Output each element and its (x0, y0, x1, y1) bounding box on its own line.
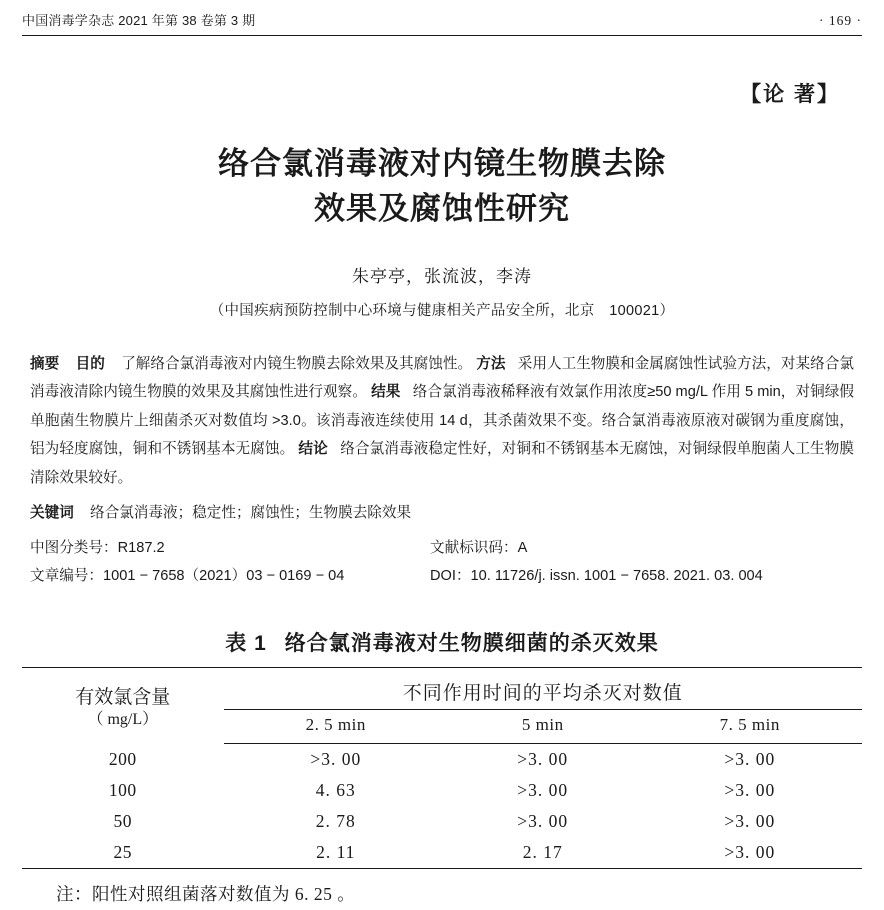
table-number: 表 1 (225, 631, 267, 655)
doi (430, 562, 854, 590)
page-number: · 169 · (819, 13, 862, 28)
cell-value: >3. 00 (517, 748, 569, 769)
article-id-value: 1001 − 7658（2021）03 − 0169 − 04 (102, 568, 345, 585)
article-id (30, 562, 430, 590)
methods-label: 方法 (476, 355, 506, 372)
objective-text: 了解络合氯消毒液对内镜生物膜去除效果及其腐蚀性。 (121, 355, 473, 372)
table-head (22, 667, 862, 743)
abstract-block (30, 350, 854, 492)
keywords-value: 络合氯消毒液；稳定性；腐蚀性；生物膜去除效果 (90, 505, 412, 522)
column-header-time-2: 5 min (448, 709, 638, 743)
column-header-concentration (22, 667, 224, 743)
doc-code-label: 文献标识码： (430, 539, 518, 556)
table-caption (22, 627, 862, 657)
title-line-1: 络合氯消毒液对内镜生物膜去除 (218, 146, 666, 181)
conclusion-label: 结论 (298, 441, 328, 458)
table-row (22, 806, 862, 837)
cell-value: >3. 00 (724, 810, 776, 831)
cell-value: >3. 00 (517, 779, 569, 800)
meta-row-ids (30, 562, 854, 590)
doi-label: DOI： (430, 568, 471, 585)
title-line-2: 效果及腐蚀性研究 (314, 190, 570, 226)
cell-value: 4. 63 (315, 779, 356, 800)
concentration-header-line2: （ mg/L） (87, 711, 159, 729)
doc-code-value: A (517, 539, 528, 556)
table-title: 络合氯消毒液对生物膜细菌的杀灭效果 (284, 631, 659, 655)
cell-concentration: 100 (108, 779, 137, 800)
abstract-label: 摘要 (30, 355, 60, 372)
cell-value: >3. 00 (724, 779, 776, 800)
table-body (22, 743, 862, 868)
cell-value: 2. 78 (315, 810, 356, 831)
keywords-label: 关键词 (30, 505, 74, 522)
results-text: 络合氯消毒液稀释液有效氯作用浓度≥50 mg/L 作用 5 min，对铜绿假单胞菌生物膜片上细菌杀灭对数值均 >3.0。该消毒液连续使用 14 d，其杀菌效果不变。络合氯消毒液原液对碳钢为重度腐蚀，铝为轻度腐蚀，铜和不锈钢基本无腐蚀。 (30, 384, 854, 458)
methods-text: 采用人工生物膜和金属腐蚀性试验方法，对某络合氯消毒液清除内镜生物膜的效果及其腐蚀性进行观察。 (30, 355, 854, 401)
page-title (90, 142, 794, 232)
table-row (22, 837, 862, 869)
table-section (22, 627, 862, 906)
concentration-header-line1: 有效氯含量 (75, 686, 171, 708)
article-meta (30, 534, 854, 591)
cell-concentration: 200 (108, 748, 137, 769)
document-code (430, 534, 854, 562)
cell-value: >3. 00 (517, 810, 569, 831)
column-header-time-1: 2. 5 min (224, 709, 448, 743)
table-footnote: 注：阳性对照组菌落对数值为 6. 25 。 (56, 883, 356, 904)
table-row (22, 743, 862, 775)
clc-value: R187.2 (117, 539, 165, 556)
cell-value: >3. 00 (310, 748, 362, 769)
cell-concentration: 25 (22, 837, 224, 869)
doi-value: 10. 11726/j. issn. 1001 − 7658. 2021. 03. 004 (470, 568, 763, 585)
article-id-label: 文章编号： (30, 568, 103, 585)
meta-row-clc (30, 534, 854, 562)
table-row (22, 775, 862, 806)
table-header-row-1 (22, 667, 862, 709)
keywords-block (30, 500, 854, 528)
clc-label: 中图分类号： (30, 539, 118, 556)
column-header-group-time: 不同作用时间的平均杀灭对数值 (224, 667, 862, 709)
clc-number (30, 534, 430, 562)
cell-concentration: 50 (113, 810, 133, 831)
author-list: 朱亭亭，张流波，李涛 (352, 266, 532, 286)
cell-value: 2. 11 (224, 837, 448, 869)
author-affiliation: （中国疾病预防控制中心环境与健康相关产品安全所，北京 100021） (209, 302, 675, 319)
journal-info: 中国消毒学杂志 2021 年第 38 卷第 3 期 (22, 13, 256, 28)
results-table (22, 667, 862, 869)
column-header-time-3: 7. 5 min (638, 709, 862, 743)
cell-value: >3. 00 (638, 837, 862, 869)
results-label: 结果 (371, 384, 401, 401)
article-type-badge: 【论 著】 (740, 83, 840, 106)
conclusion-text: 络合氯消毒液稳定性好，对铜和不锈钢基本无腐蚀，对铜绿假单胞菌人工生物膜清除效果较好。 (30, 441, 854, 486)
cell-value: >3. 00 (724, 748, 776, 769)
running-head (0, 0, 884, 33)
cell-value: 2. 17 (448, 837, 638, 869)
objective-label: 目的 (75, 355, 105, 372)
